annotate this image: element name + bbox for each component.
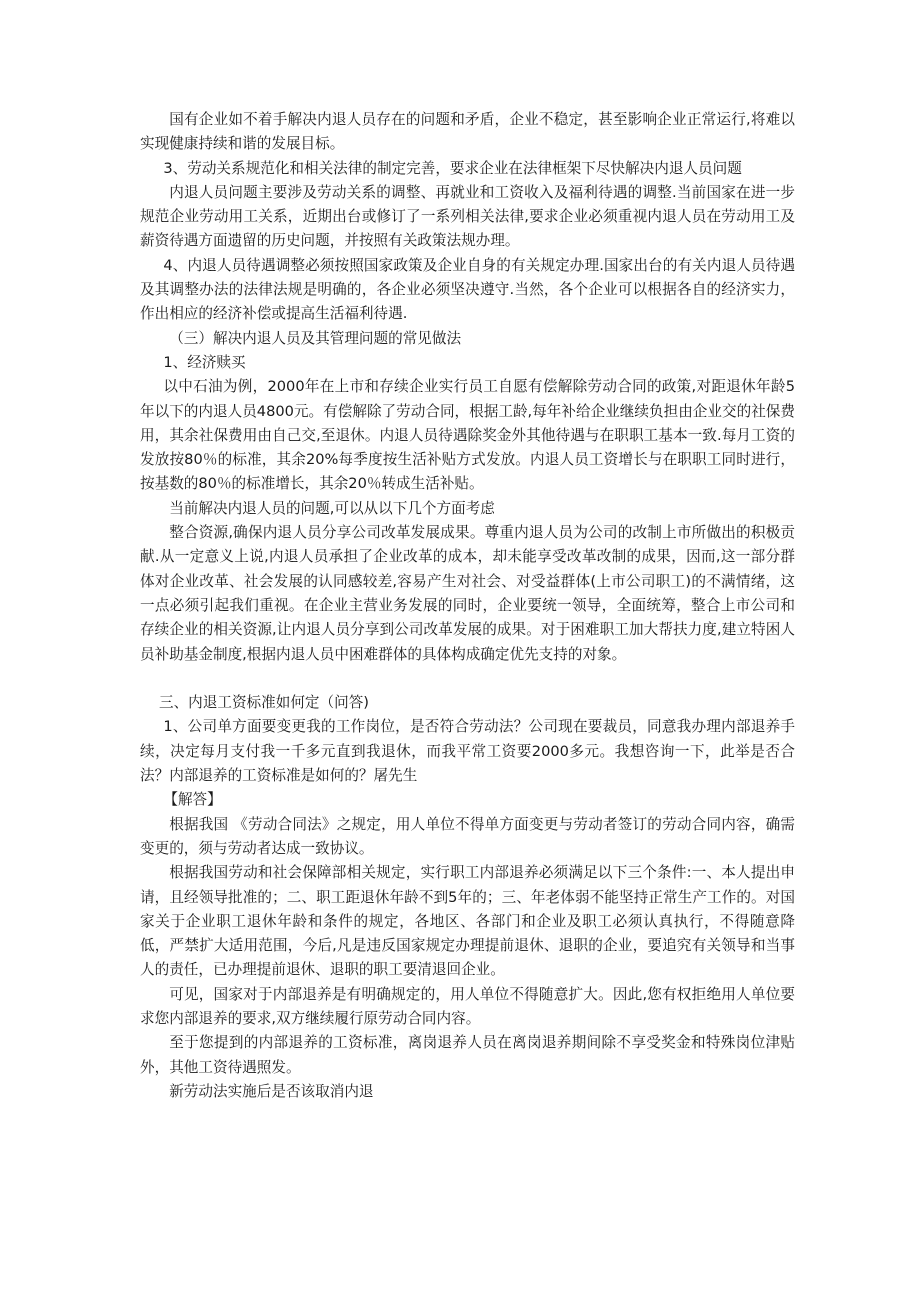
- paragraph: 至于您提到的内部退养的工资标准，离岗退养人员在离岗退养期间除不享受奖金和特殊岗位津贴外，其他工资待遇照发。: [140, 1034, 795, 1076]
- section-heading: 3、劳动关系规范化和相关法律的制定完善，要求企业在法律框架下尽快解决内退人员问题: [163, 159, 742, 177]
- paragraph: 国有企业如不着手解决内退人员存在的问题和矛盾，企业不稳定，甚至影响企业正常运行,将难以实现健康持续和谐的发展目标。: [140, 111, 795, 153]
- question-paragraph: 1、公司单方面要变更我的工作岗位，是否符合劳动法？公司现在要裁员，同意我办理内部退养手续，决定每月支付我一千多元直到我退休，而我平常工资要2000多元。我想咨询一下，此举是否合法？内部退养的工资标准是如何的？屠先生: [140, 718, 795, 785]
- sub-heading: 1、经济赎买: [163, 353, 246, 371]
- paragraph: 内退人员问题主要涉及劳动关系的调整、再就业和工资收入及福利待遇的调整.当前国家在进一步规范企业劳动用工关系，近期出台或修订了一系列相关法律,要求企业必须重视内退人员在劳动用工及薪资待遇方面遗留的历史问题，并按照有关政策法规办理。: [140, 183, 795, 250]
- paragraph: 可见，国家对于内部退养是有明确规定的，用人单位不得随意扩大。因此,您有权拒绝用人单位要求您内部退养的要求,双方继续履行原劳动合同内容。: [140, 985, 795, 1027]
- document-body: [140, 108, 795, 1104]
- paragraph: 整合资源,确保内退人员分享公司改革发展成果。尊重内退人员为公司的改制上市所做出的积极贡献.从一定意义上说,内退人员承担了企业改革的成本，却未能享受改革改制的成果，因而,这一部分群体对企业改革、社会发展的认同感较差,容易产生对社会、对受益群体(上市公司职工)的不满情绪，这一点必须引起我们重视。在企业主营业务发展的同时，企业要统一领导，全面统筹，整合上市公司和存续企业的相关资源,让内退人员分享到公司改革发展的成果。对于困难职工加大帮扶力度,建立特困人员补助基金制度,根据内退人员中困难群体的具体构成确定优先支持的对象。: [140, 524, 795, 663]
- spacer: [140, 667, 795, 691]
- section-heading: 4、内退人员待遇调整必须按照国家政策及企业自身的有关规定办理.国家出台的有关内退人员待遇及其调整办法的法律法规是明确的，各企业必须坚决遵守.当然，各个企业可以根据各自的经济实力，作出相应的经济补偿或提高生活福利待遇.: [140, 256, 795, 323]
- paragraph: 新劳动法实施后是否该取消内退: [169, 1082, 374, 1100]
- section-heading: （三）解决内退人员及其管理问题的常见做法: [169, 329, 462, 347]
- paragraph: 当前解决内退人员的问题,可以从以下几个方面考虑: [169, 499, 495, 517]
- paragraph: 根据我国 《劳动合同法》之规定，用人单位不得单方面变更与劳动者签订的劳动合同内容，确需变更的，须与劳动者达成一致协议。: [140, 815, 795, 857]
- paragraph: 根据我国劳动和社会保障部相关规定，实行职工内部退养必须满足以下三个条件:一、本人提出申请，且经领导批准的；二、职工距退休年龄不到5年的；三、年老体弱不能坚持正常生产工作的。对国家关于企业职工退休年龄和条件的规定，各地区、各部门和企业及职工必须认真执行，不得随意降低，严禁扩大适用范围，今后,凡是违反国家规定办理提前退休、退职的企业，要追究有关领导和当事人的责任，已办理提前退休、退职的职工要清退回企业。: [140, 864, 795, 979]
- answer-label: 【解答】: [163, 791, 222, 809]
- section-heading: 三、内退工资标准如何定（问答): [158, 694, 369, 712]
- paragraph: 以中石油为例，2000年在上市和存续企业实行员工自愿有偿解除劳动合同的政策,对距退休年龄5年以下的内退人员4800元。有偿解除了劳动合同，根据工龄,每年补给企业继续负担由企业交的社保费用，其余社保费用由自己交,至退休。内退人员待遇除奖金外其他待遇与在职职工基本一致.每月工资的发放按80％的标准，其余20%每季度按生活补贴方式发放。内退人员工资增长与在职职工同时进行，按基数的80％的标准增长，其余20％转成生活补贴。: [140, 378, 795, 493]
